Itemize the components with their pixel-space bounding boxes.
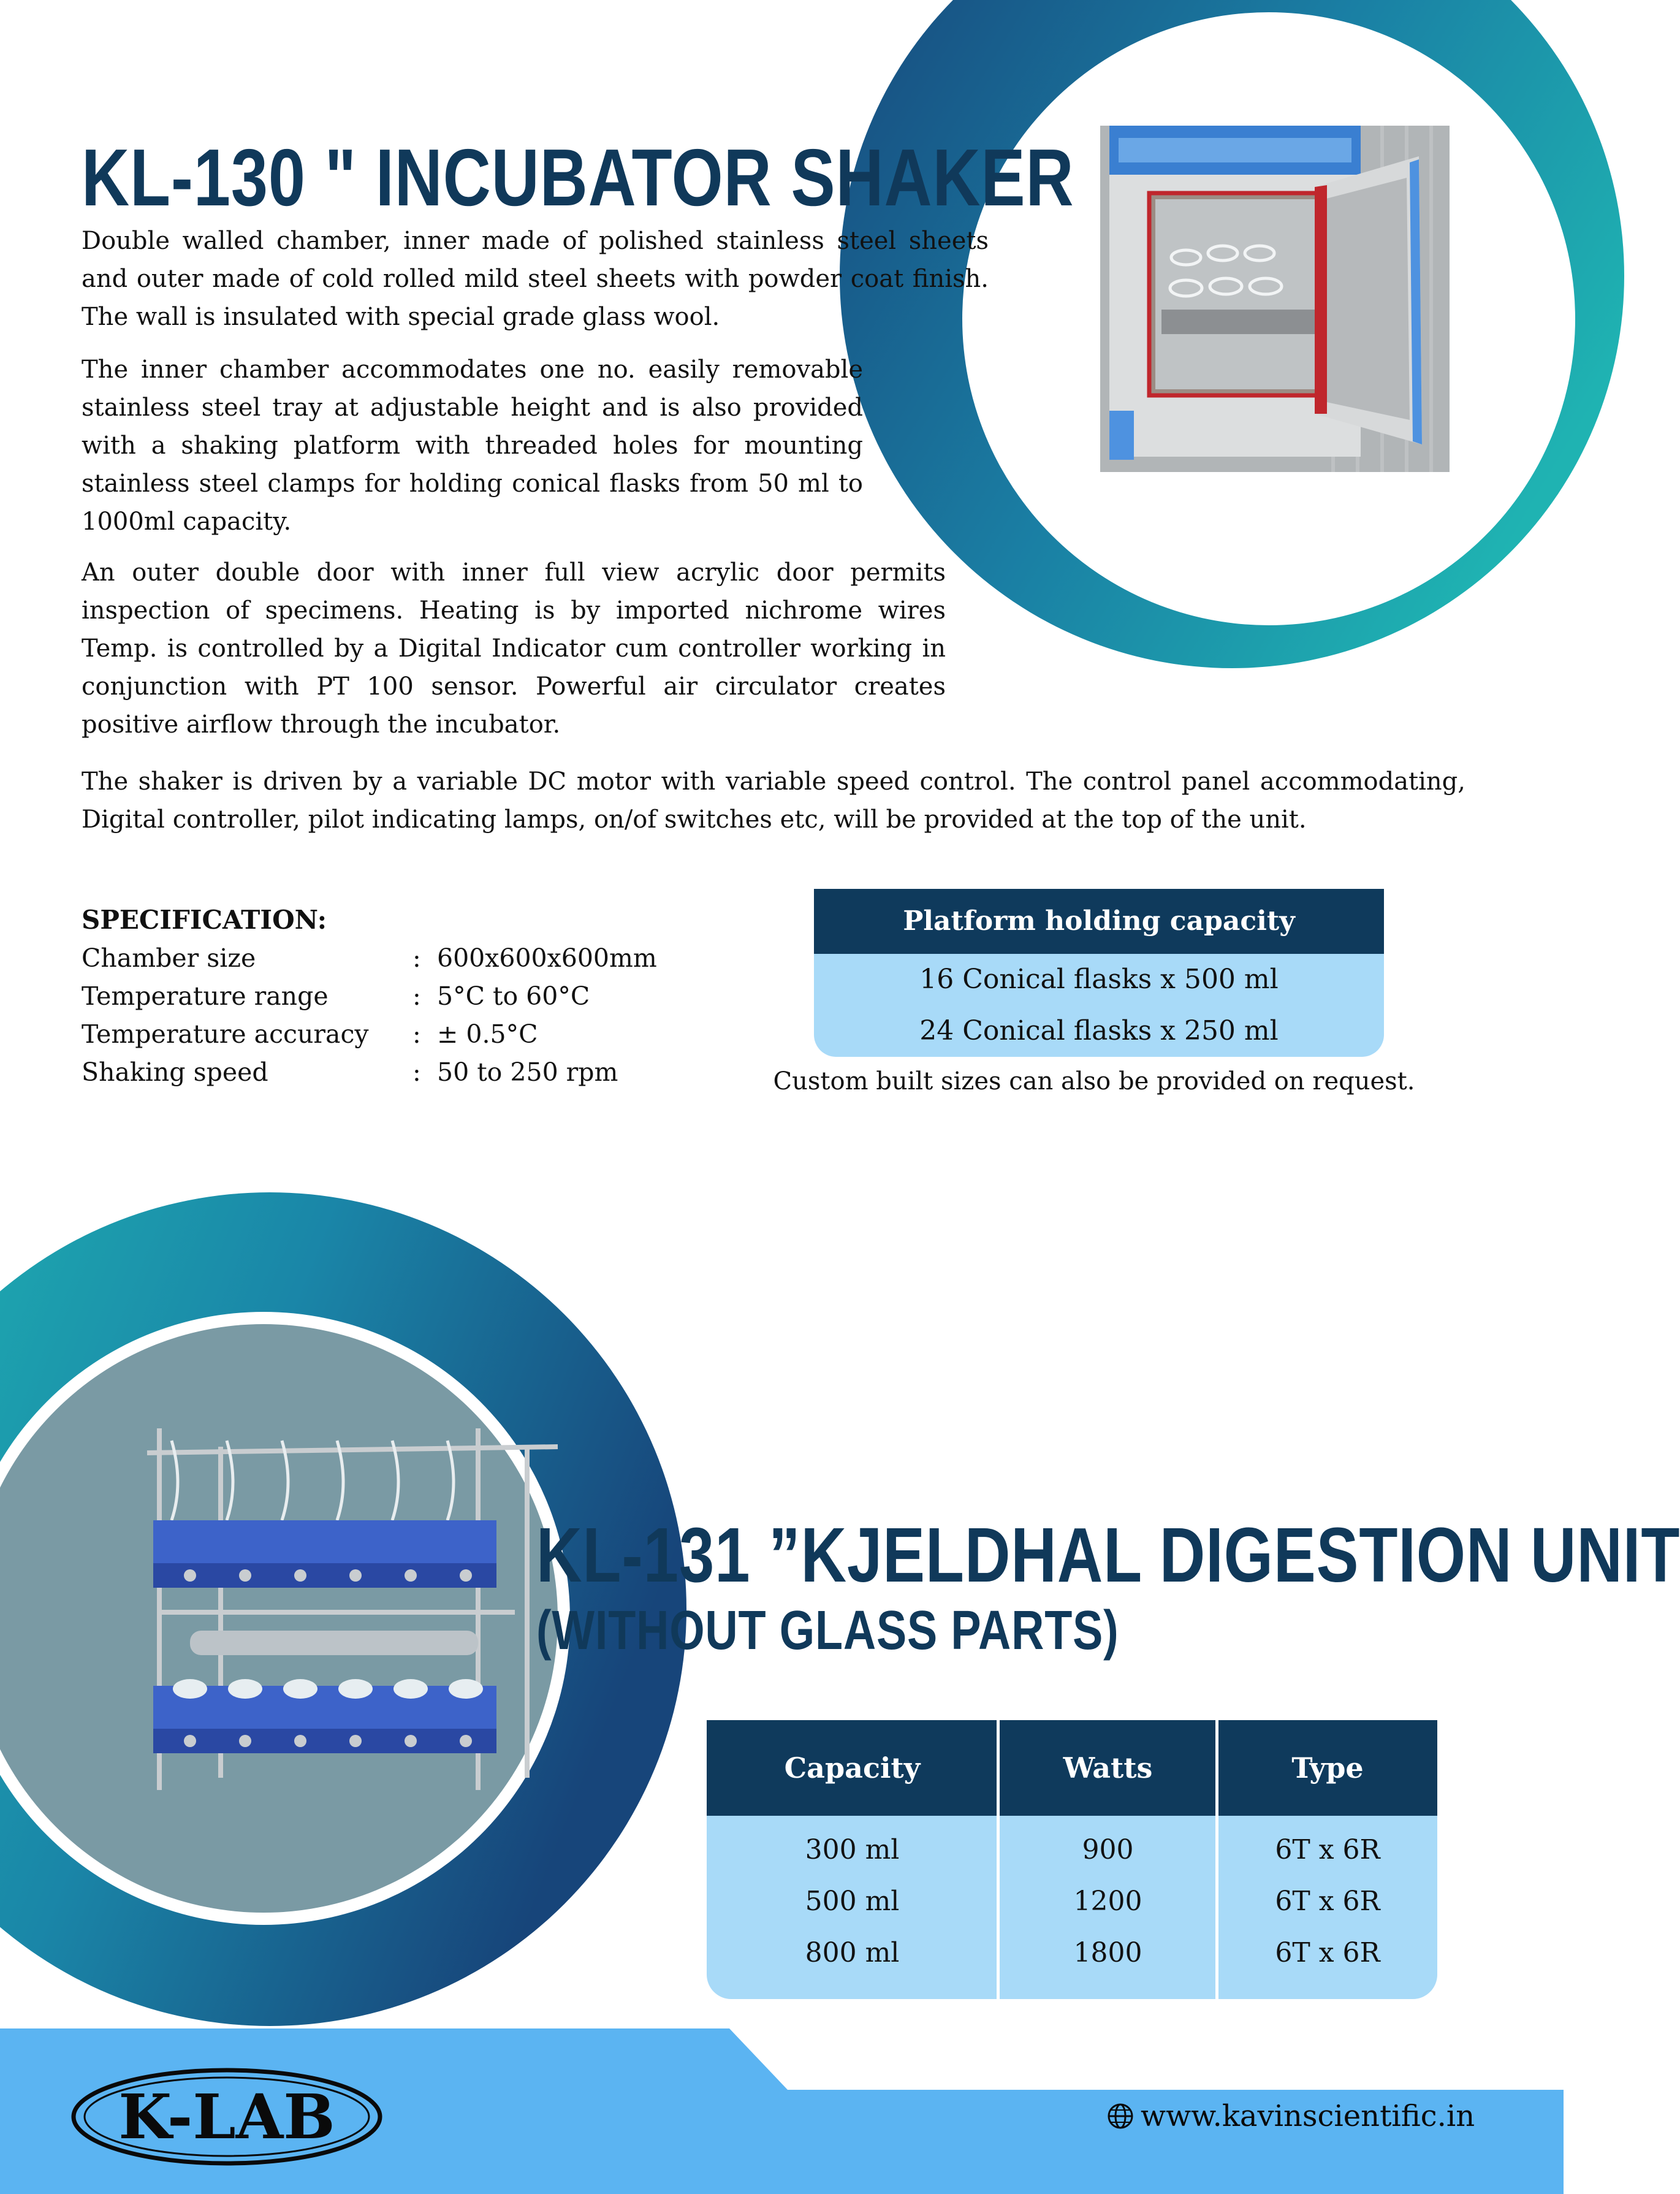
platform-capacity-row: 24 Conical flasks x 250 ml xyxy=(919,1015,1279,1046)
table-row xyxy=(707,1937,1437,1989)
kjeldhal-digestion-unit-image xyxy=(135,1410,564,1802)
specification-heading: SPECIFICATION: xyxy=(82,905,327,935)
spec-colon: : xyxy=(412,943,421,973)
table-header-capacity: Capacity xyxy=(784,1751,921,1785)
spec-label: Chamber size xyxy=(82,943,256,973)
table-cell-type: 6T x 6R xyxy=(1275,1834,1380,1865)
spec-label: Temperature range xyxy=(82,981,329,1011)
table-cell-capacity: 500 ml xyxy=(805,1886,900,1917)
spec-row-shaking-speed xyxy=(82,1053,618,1091)
table-header-watts: Watts xyxy=(1063,1751,1153,1785)
table-header-type: Type xyxy=(1291,1751,1364,1785)
platform-capacity-box xyxy=(814,889,1384,1057)
spec-row-temperature-accuracy xyxy=(82,1015,538,1053)
website-link[interactable] xyxy=(1106,2098,1475,2135)
table-cell-type: 6T x 6R xyxy=(1275,1937,1380,1968)
product1-title: KL-130 " INCUBATOR SHAKER xyxy=(82,132,1074,223)
incubator-shaker-image xyxy=(1100,126,1450,472)
product1-paragraph-4: The shaker is driven by a variable DC motor with variable speed control. The control panel accommodating, Digital controller, pilot indicating lamps, on/of switches etc, will be provided at the top of the unit. xyxy=(82,768,1465,834)
spec-colon: : xyxy=(412,981,421,1011)
spec-label: Shaking speed xyxy=(82,1057,268,1087)
table-cell-capacity: 300 ml xyxy=(805,1834,900,1865)
website-url[interactable]: www.kavinscientific.in xyxy=(1141,2099,1475,2133)
product1-paragraph-3: An outer double door with inner full view acrylic door permits inspection of specimens. Heating is by imported nichrome wires Temp. is controlled by a Digital Indicator cum controller working in conjunction with PT 100 sensor. Powerful air circulator creates positive airflow through the incubator. xyxy=(82,558,946,739)
specification-section xyxy=(82,901,756,1097)
spec-row-temperature-range xyxy=(82,977,590,1015)
product2-title: KL-131 ”KJELDHAL DIGESTION UNIT xyxy=(536,1512,1680,1598)
spec-value: 50 to 250 rpm xyxy=(437,1057,618,1087)
spec-label: Temperature accuracy xyxy=(82,1019,369,1049)
kjeldhal-spec-table xyxy=(707,1720,1437,1999)
spec-colon: : xyxy=(412,1019,421,1049)
table-cell-capacity: 800 ml xyxy=(805,1937,900,1968)
product1-paragraph-1: Double walled chamber, inner made of polished stainless steel sheets and outer made of cold rolled mild steel sheets with powder coat finish. The wall is insulated with special grade glass wool. xyxy=(82,227,989,331)
product2-subtitle: (WITHOUT GLASS PARTS) xyxy=(536,1600,1119,1661)
globe-icon xyxy=(1106,2102,1135,2130)
table-cell-watts: 1800 xyxy=(1073,1937,1142,1968)
platform-capacity-row: 16 Conical flasks x 500 ml xyxy=(919,964,1279,995)
spec-value: 5°C to 60°C xyxy=(437,981,590,1011)
custom-sizes-note: Custom built sizes can also be provided on request. xyxy=(773,1067,1415,1095)
k-lab-logo xyxy=(67,2065,386,2169)
spec-row-chamber-size xyxy=(82,939,657,977)
table-cell-watts: 900 xyxy=(1082,1834,1134,1865)
table-cell-type: 6T x 6R xyxy=(1275,1886,1380,1917)
platform-capacity-heading: Platform holding capacity xyxy=(814,889,1384,954)
table-row xyxy=(707,1834,1437,1886)
spec-value: 600x600x600mm xyxy=(437,943,657,973)
logo-text: K-LAB xyxy=(118,2081,335,2153)
spec-colon: : xyxy=(412,1057,421,1087)
spec-value: ± 0.5°C xyxy=(437,1019,538,1049)
table-cell-watts: 1200 xyxy=(1073,1886,1142,1917)
product1-paragraph-2: The inner chamber accommodates one no. easily removable stainless steel tray at adjustable height and is also provided with a shaking platform with threaded holes for mounting stainless steel clamps for holding conical flasks from 50 ml to 1000ml capacity. xyxy=(82,356,863,536)
table-row xyxy=(707,1886,1437,1937)
